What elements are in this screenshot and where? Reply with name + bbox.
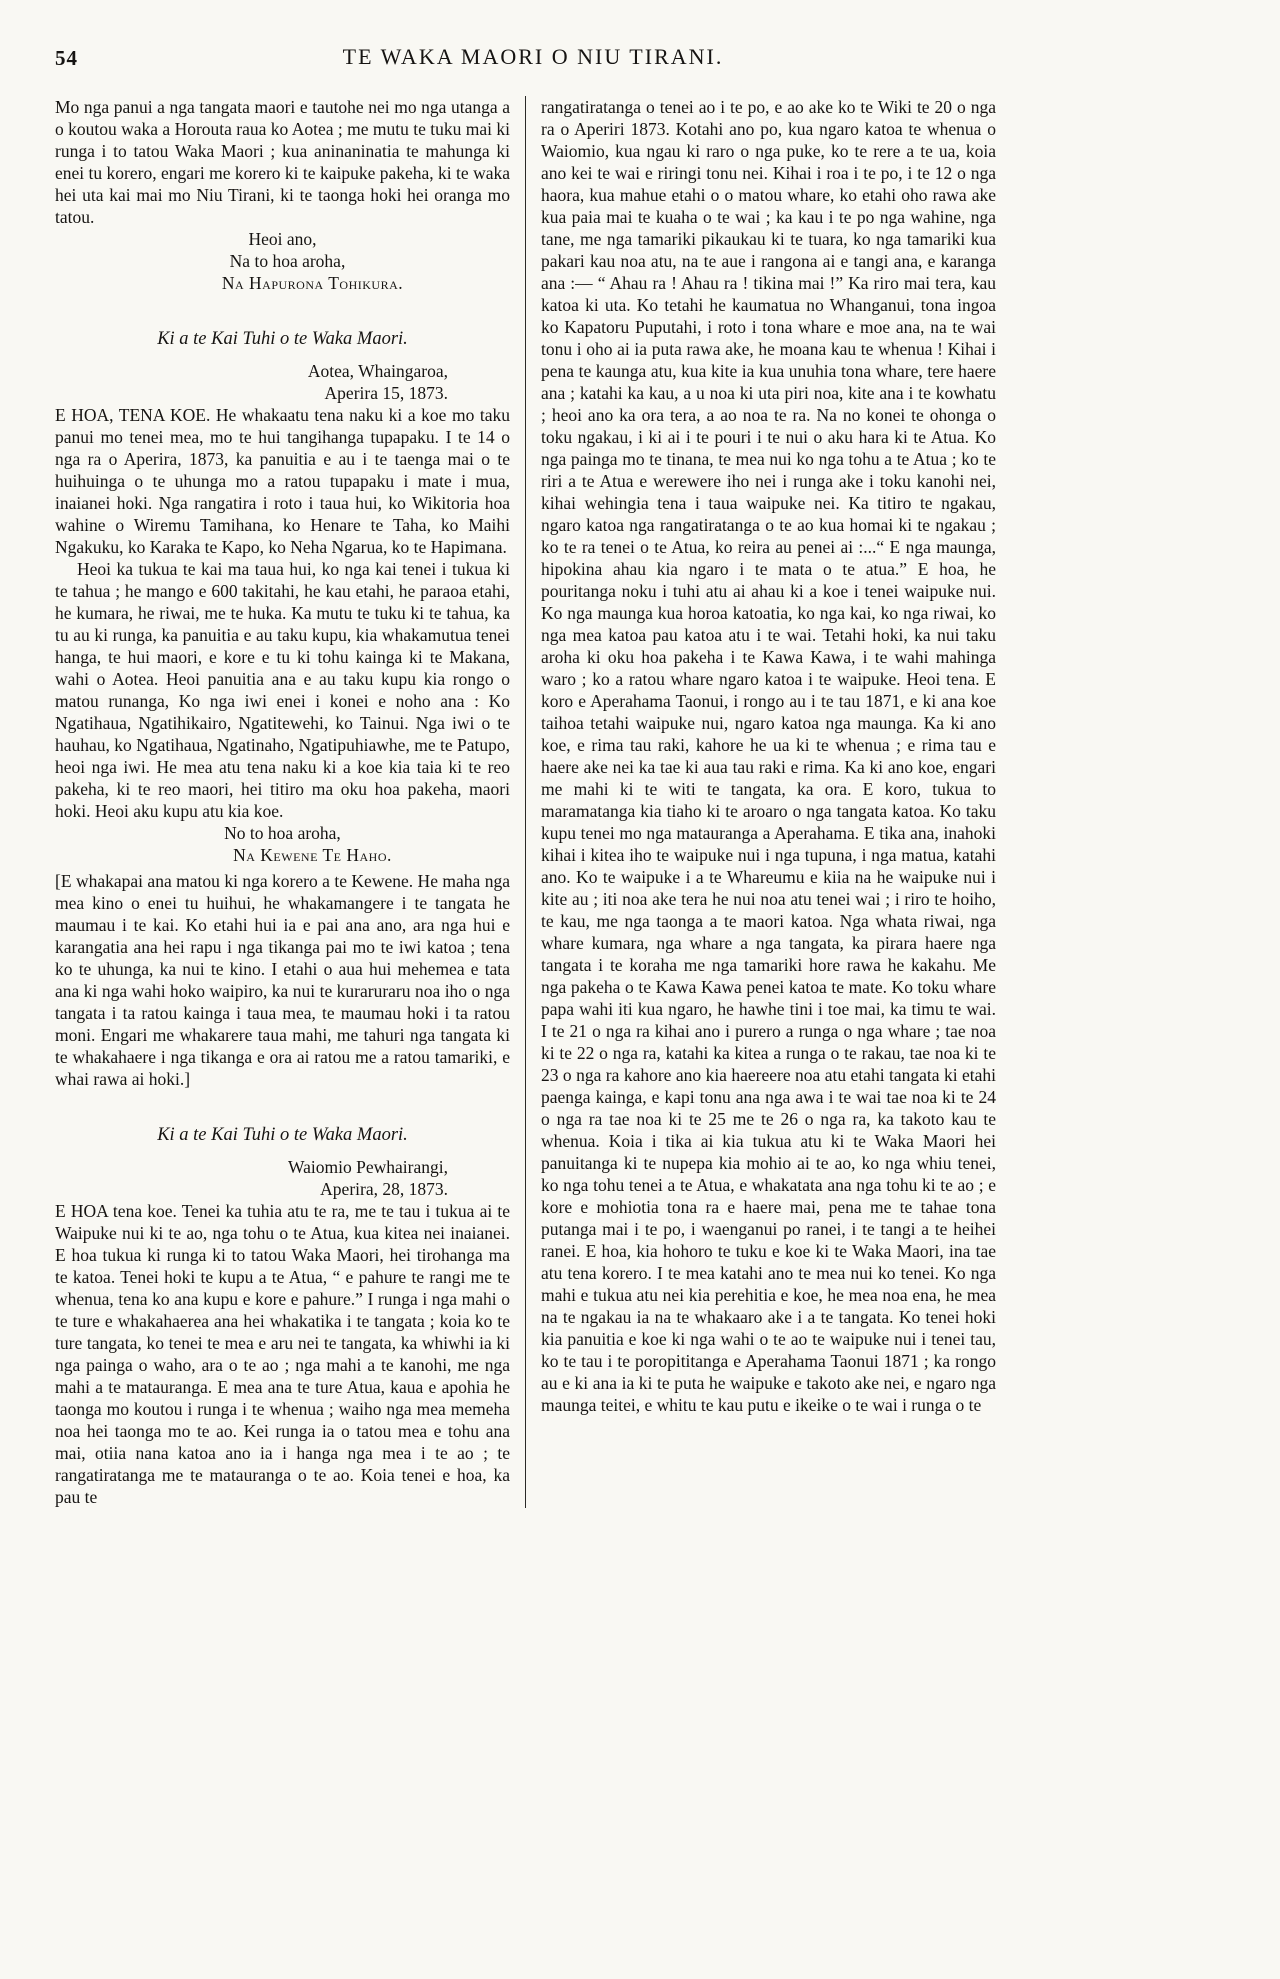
letter1-heading: Ki a te Kai Tuhi o te Waka Maori. <box>157 329 408 349</box>
two-column-layout <box>55 96 1011 1508</box>
letter1-signature: Na Kewene Te Haho. <box>233 845 392 865</box>
notice-signature: Na Hapurona Tohikura. <box>221 273 404 293</box>
letter2-heading: Ki a te Kai Tuhi o te Waka Maori. <box>157 1125 408 1145</box>
editor-note: [E whakapai ana matou ki nga korero a te Kewene. He maha nga mea kino o enei tu huihui, he whakamangere i te tangata he maumau i te kai. Ko etahi hui ia e pai ana ano, ara nga hui e karangatia ana hei rapu i nga tikanga pai mo te iwi katoa ; tena ko te uhunga, ka nui te kino. I etahi o aua hui mehemea e tata ana ki nga wahi hoko waipiro, ka nui te kuraruraru noa iho o nga tangata i ta ratou kainga i taua mea, te maumau hoki i ta ratou moni. Engari me whakarere taua mahi, me tahuri nga tangata ki te whakahaere i nga tikanga e ora ai ratou me a ratou tamariki, e whai rawa ai hoki.] <box>55 871 510 1089</box>
right-column <box>541 96 996 1508</box>
page-number: 54 <box>55 46 78 70</box>
letter2-date: Aperira, 28, 1873. <box>320 1179 448 1199</box>
notice-closing-line-1: Heoi ano, <box>248 229 317 249</box>
column-divider <box>525 96 526 1508</box>
masthead <box>55 44 1011 82</box>
letter1-paragraph-1: E HOA, TENA KOE. He whakaatu tena naku ki a koe mo taku panui mo tenei mea, mo te hui tangihanga tupapaku. I te 14 o nga ra o Aperira, 1873, ka panuitia e au i te taenga mai o te huihuinga o te uhunga mo a ratou tupapaku i mate i mua, inaianei hoki. Nga rangatira i roto i taua hui, ko Wikitoria hoa wahine o Wiremu Tamihana, ko Henare te Taha, ko Maihi Ngakuku, ko Karaka te Kapo, ko Neha Ngarua, ko te Hapimana. <box>55 405 510 557</box>
letter1-paragraph-2: Heoi ka tukua te kai ma taua hui, ko nga kai tenei i tukua ki te tahua ; he mango e 600 takitahi, he kau etahi, he paraoa etahi, he kumara, he riwai, me te huka. Ka mutu te tuku ki te tahua, ka tu au ki runga, ka panuitia e au taku kupu, kia whakamutua tenei hanga, te hui maori, e kore e tu ki tohu kainga ki te Makana, wahi o Aotea. Heoi panuitia ana e au taku kupu kia rongo o matou runanga, Ko nga iwi enei i konei e noho ana : Ko Ngatihaua, Ngatihikairo, Ngatitewehi, ko Tainui. Nga iwi o te hauhau, ko Ngatihaua, Ngatinaho, Ngatipuhiawhe, me te Patupo, heoi nga iwi. He mea atu tena naku ki a koe kia taia ki te reo pakeha, ki te reo maori, hei titiro ma oku hoa pakeha, maori hoki. Heoi aku kupu atu kia koe. <box>55 559 510 821</box>
letter2-paragraph-1: E HOA tena koe. Tenei ka tuhia atu te ra, me te tau i tukua ai te Waipuke nui ki te ao, nga tohu o te Atua, kua kitea nei inaianei. E hoa tukua ki runga ki to tatou Waka Maori, hei tirohanga ma te katoa. Tenei hoki te kupu a te Atua, “ e pahure te rangi me te whenua, tena ko ana kupu e kore e pahure.” I runga i nga mahi o te ture e whakahaerea ana hei whakatika i te tangata ; koia ko te ture tangata, ko tenei te mea e aru nei te tangata, ka whiwhi ia ki nga painga o waho, ara o te ao ; nga mahi a te kanohi, me nga mahi a te matauranga. E mea ana te ture Atua, kaua e apohia he taonga mo koutou i runga i te whenua ; waiho nga mea memeha noa hei taonga mo te ao. Kei runga ia o tatou mea e tohu ana mai, otiia nana katoa ano ia i hanga nga mea i te ao ; te rangatiratanga me te matauranga o te ao. Koia tenei e hoa, ka pau te <box>55 1201 510 1507</box>
notice-body: Mo nga panui a nga tangata maori e tautohe nei mo nga utanga a o koutou waka a Horouta raua ko Aotea ; me mutu te tuku mai ki runga i to tatou Waka Maori ; kua aninaninatia te mahunga ki enei tu korero, engari me korero ki te kaipuke pakeha, ki te waka hei uta kai mai mo Niu Tirani, ki te taonga hoki hei oranga mo tatou. <box>55 97 510 227</box>
letter1-closing: No to hoa aroha, <box>224 823 341 843</box>
page-content <box>55 44 1011 1508</box>
page-title: TE WAKA MAORI O NIU TIRANI. <box>342 44 724 69</box>
letter1-place: Aotea, Whaingaroa, <box>307 361 448 381</box>
letter2-continuation: rangatiratanga o tenei ao i te po, e ao ake ko te Wiki te 20 o nga ra o Aperiri 1873. Kotahi ano po, kua ngaro katoa te whenua o Waiomio, kua ngau ki raro o nga puke, ko te rere a te ua, koia ano kei te wai e riringi tonu nei. Kihai i roa i te po, i te 12 o nga haora, kua mahue etahi o o matou whare, ko etahi oho rawa ake kua paia mai te kuaha o te wai ; ka kau i te po nga wahine, nga tane, me nga tamariki pikaukau ki te tuara, ko nga tamariki kua pakari kau noa atu, na te aue i rangona ai e tangi ana, e karanga ana :— “ Ahau ra ! Ahau ra ! tikina mai !” Ka riro mai tera, kau katoa ki uta. Ko tetahi he kaumatua no Whanganui, tona ingoa ko Kapatoru Puputahi, i roto i tona whare e moe ana, na te wai tonu i oho ai ia puta rawa ake, he moana kau te whenua ! Kihai i pena te kaunga atu, kua kite ia kua unuhia tona whare, tere haere ana ; katahi ka kau, a u noa ki uta piri noa, kite ana i te kowhatu ; heoi ano ka ora tera, a ao noa te ra. Na no konei te ohonga o toku ngakau, i ki ai i te pouri i te nui o aku hara ki te Atua. Ko nga painga mo te tinana, te mea nui ko nga tohu a te Atua ; ko te riri a te Atua e werewere iho nei i runga ake i toku kanohi nei, kihai wehingia tena i taua waipuke nei. Ka titiro te ngakau, ngaro katoa nga rangatiratanga o te ao kua homai ki te ngakau ; ko te ra tenei o te Atua, ko reira au penei ai :...“ E nga maunga, hipokina ahau kia ngaro i te mata o te atua.” E hoa, he pouritanga noku i tuhi atu ai ahau ki a koe i tenei waipuke nui. Ko nga maunga kua horoa katoatia, ko nga kai, ko nga riwai, ko nga mea katoa pau katoa atu i te wai. Tetahi hoki, ka nui taku aroha ki oku hoa pakeha i te Kawa Kawa, i te wahi mahinga waro ; ko a ratou whare ngaro katoa i te waipuke. Heoi tena. E koro e Aperahama Taonui, i rongo au i te tau 1871, e ki ana koe taihoa tetahi waipuke nui, ngaro katoa nga maunga. Ka ki ano koe, e rima tau raki, kahore he ua ki te whenua ; e rima tau e haere ake nei ka tae ki aua tau raki e rima. Ka ki ano koe, engari me mahi ki te witi te tangata, ka ora. E koro, tukua to maramatanga kia tiaho ki te aroaro o nga tangata katoa. Ko taku kupu tenei mo nga matauranga a Aperahama. E tika ana, inahoki kihai i kitea iho te waipuke nui i nga tupuna, i nga matua, katahi ano. Ko te waipuke i a te Whareumu e kiia na he waipuke nui i kite au ; iti noa ake tera he nui noa atu tenei wai ; i riro te hoiho, te kau, me nga taonga a te maori katoa. Nga whata riwai, nga whare kumara, nga whare a nga tangata, ka pirara haere nga tangata i te koraha me nga tamariki hore rawa he kakahu. Me nga pakeha o te Kawa Kawa penei katoa te mate. Ko toku whare papa wahi iti kua ngaro, he hawhe tini i toe mai, ka timu te wai. I te 21 o nga ra kihai ano i purero a runga o nga whare ; tae noa ki te 22 o nga ra, katahi ka kitea a runga o te rakau, tae noa ki te 23 o nga ra kahore ano kia haereere noa atu etahi tangata ki etahi paenga kainga, e kapi tonu ana nga awa i te wai tae noa ki te 24 o nga ra tae noa ki te 25 me te 26 o nga ra, ka takoto kau te whenua. Koia i tika ai kia tukua atu ki te Waka Maori hei panuitanga ki te nupepa kia mohio ai te ao, ko nga whiu tenei, ko nga tohu tenei a te Atua, e whakatata ana nga tohu ki te ao ; e kore e mohiotia tona ra e haere mai, pena me te tahae tona putanga mai i te po, i waenganui po ranei, i te tangi a te heihei ranei. E hoa, kia hohoro te tuku e koe ki te Waka Maori, ina tae atu tena korero. I te mea katahi ano te mea nui ko tenei. Ko nga mahi e tukua atu nei kia perehitia e koe, he mea noa ena, he mea na te ngakau ia na te whakaaro ake i a te tangata. Ko tenei hoki kia panuitia e koe ki nga wahi o te ao te waipuke nui i tenei tau, ko te tau i te poropititanga e Aperahama Taonui 1871 ; ka rongo au e ki ana ia ki te puta he waipuke e takoto ake nei, e ngaro nga maunga teitei, e whitu te kau putu e ikeike o te wai i runga o te <box>541 97 996 1415</box>
letter2-place: Waiomio Pewhairangi, <box>288 1157 448 1177</box>
notice-closing-line-2: Na to hoa aroha, <box>229 251 346 271</box>
letter1-date: Aperira 15, 1873. <box>324 383 448 403</box>
left-column <box>55 96 510 1508</box>
